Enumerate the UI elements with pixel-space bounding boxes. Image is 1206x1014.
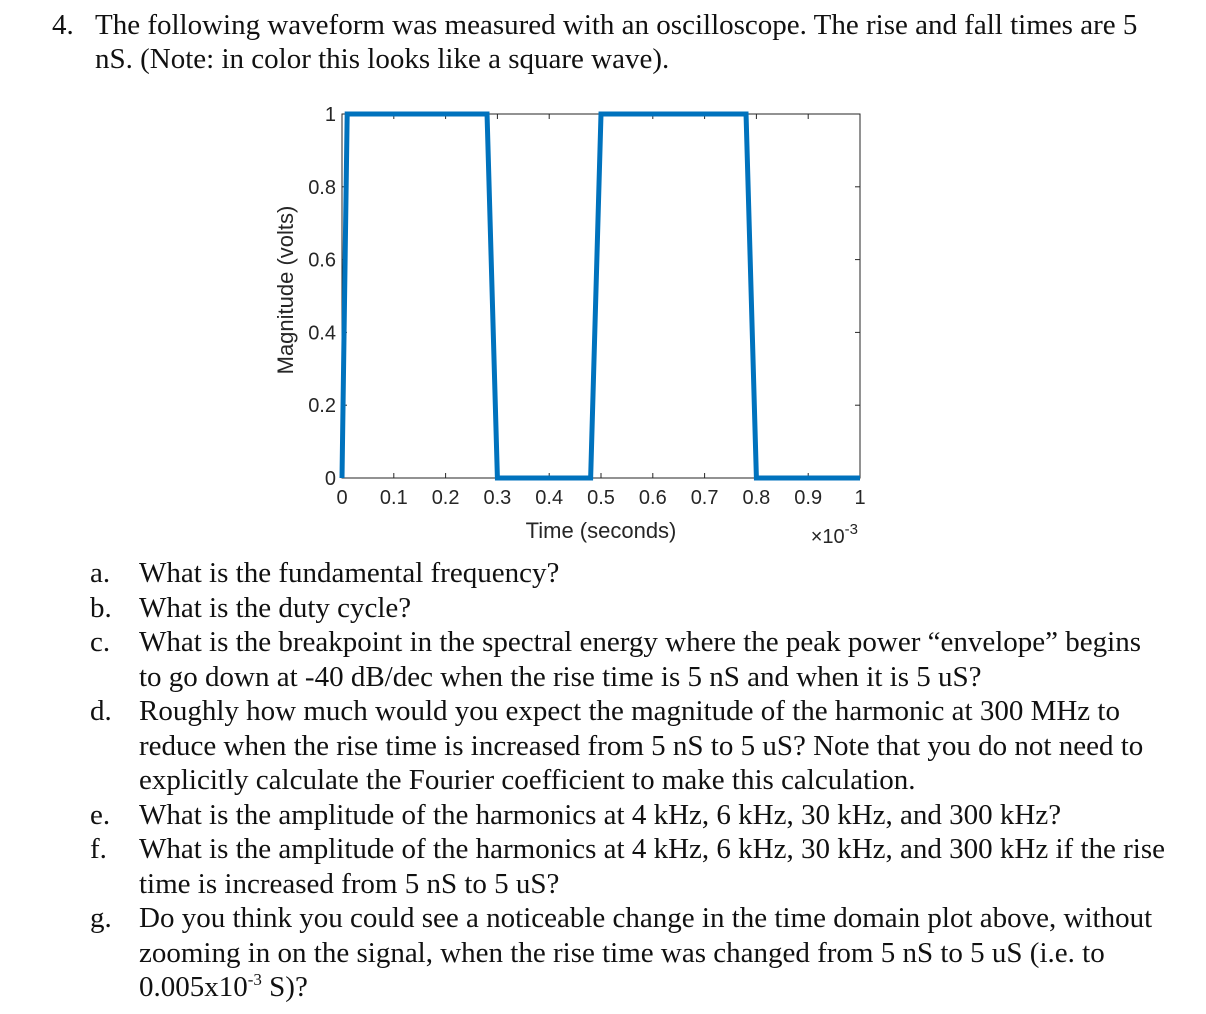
y-tick-label: 0.8 <box>308 176 336 199</box>
question-label: c. <box>90 626 111 658</box>
problem-intro: The following waveform was measured with an oscilloscope. The rise and fall times are 5 nS. (Note: in color this looks like a square wave). <box>95 9 1138 75</box>
problem-number: 4. <box>52 9 74 41</box>
question-b <box>90 591 1170 626</box>
x-tick-label: 0.9 <box>794 487 823 509</box>
question-label: d. <box>90 695 112 727</box>
y-axis-label: Magnitude (volts) <box>273 205 298 375</box>
question-text: Roughly how much would you expect the magnitude of the harmonic at 300 MHz to reduce when the rise time is increased from 5 nS to 5 uS? Note that you do not need to explicitly calculate the Fourier coefficient to make this calculation. <box>139 695 1144 796</box>
question-text: What is the amplitude of the harmonics at 4 kHz, 6 kHz, 30 kHz, and 300 kHz if the rise time is increased from 5 nS to 5 uS? <box>139 833 1166 900</box>
x-tick-label: 0.7 <box>690 487 719 509</box>
question-f <box>90 832 1170 901</box>
waveform-series-line <box>342 114 860 478</box>
question-text: What is the fundamental frequency? <box>139 557 560 589</box>
y-tick-label: 1 <box>324 104 336 126</box>
x-tick-label: 0.5 <box>587 487 615 509</box>
question-d <box>90 694 1170 798</box>
waveform-chart <box>255 92 895 562</box>
x-axis-multiplier <box>811 521 858 548</box>
x-tick-label: 0.4 <box>535 487 564 509</box>
question-a <box>90 556 1170 591</box>
y-tick-label: 0 <box>324 468 336 490</box>
question-text: What is the breakpoint in the spectral energy where the peak power “envelope” begins to go down at -40 dB/dec when the rise time is 5 nS and when it is 5 uS? <box>139 626 1141 693</box>
x-tick-label: 0 <box>336 487 348 509</box>
x-tick-label: 1 <box>854 487 866 509</box>
question-text: What is the duty cycle? <box>139 591 412 624</box>
question-label: a. <box>90 557 111 589</box>
question-label: f. <box>90 833 107 865</box>
question-label: b. <box>90 591 112 624</box>
x-axis-label: Time (seconds) <box>525 518 677 543</box>
x-axis-multiplier-base: ×10 <box>810 526 845 548</box>
problem-statement <box>52 8 1172 76</box>
question-e <box>90 798 1170 833</box>
x-axis-multiplier-exponent: -3 <box>844 521 858 538</box>
y-tick-label: 0.2 <box>308 395 336 418</box>
question-label: e. <box>90 798 111 831</box>
x-tick-label: 0.8 <box>742 487 771 509</box>
y-tick-label: 0.6 <box>308 249 336 272</box>
x-tick-label: 0.2 <box>431 487 460 509</box>
x-tick-label: 0.1 <box>379 487 408 509</box>
x-tick-label: 0.6 <box>638 487 667 509</box>
question-c <box>90 625 1170 694</box>
x-tick-label: 0.3 <box>483 487 512 509</box>
question-label: g. <box>90 902 112 934</box>
question-text: Do you think you could see a noticeable change in the time domain plot above, without zooming in on the signal, when the rise time was changed from 5 nS to 5 uS (i.e. to 0.005x10 <box>139 902 1153 1003</box>
question-text-end: S)? <box>261 971 308 1003</box>
question-text: What is the amplitude of the harmonics at 4 kHz, 6 kHz, 30 kHz, and 300 kHz? <box>139 798 1062 831</box>
question-g <box>90 901 1170 1005</box>
question-list <box>90 556 1170 1005</box>
y-tick-label: 0.4 <box>308 322 336 345</box>
question-exponent: -3 <box>247 970 262 989</box>
